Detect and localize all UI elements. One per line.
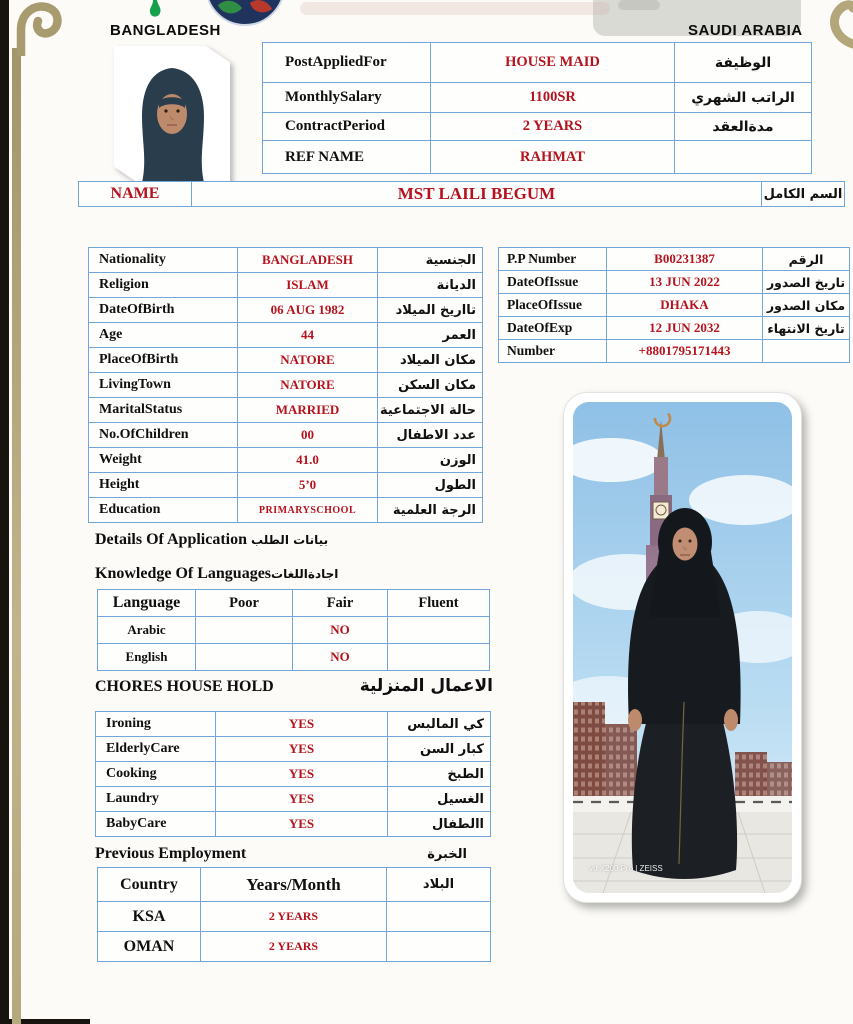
field-label-arabic — [675, 141, 812, 174]
table-row — [499, 340, 850, 363]
chore-value: YES — [216, 787, 388, 812]
section-heading-details-arabic: بيانات الطلب — [251, 533, 329, 547]
employment-table — [97, 867, 491, 962]
flame-logo-icon — [146, 0, 166, 19]
section-heading-employment-arabic: الخبرة — [427, 847, 467, 862]
field-label: PostAppliedFor — [263, 43, 431, 83]
application-table — [262, 42, 812, 174]
chore-label-arabic: الغسيل — [388, 787, 491, 812]
field-value: 06 AUG 1982 — [238, 298, 378, 323]
field-label-arabic: مكان الميلاد — [378, 348, 483, 373]
field-label-arabic: تااريخ الميلاد — [378, 298, 483, 323]
headshot-photo — [114, 46, 230, 183]
chore-value: YES — [216, 737, 388, 762]
table-row — [499, 271, 850, 294]
field-label: P.P Number — [499, 248, 607, 271]
chore-label: BabyCare — [96, 812, 216, 837]
full-name-value: MST LAILI BEGUM — [192, 182, 762, 207]
field-value: 1100SR — [431, 83, 675, 113]
field-label-arabic: تاريخ الصدور — [763, 271, 850, 294]
section-heading-languages-arabic: اجادةاللغات — [271, 567, 339, 581]
field-value: DHAKA — [607, 294, 763, 317]
employment-arabic — [387, 902, 491, 932]
field-label-arabic: العمر — [378, 323, 483, 348]
field-label: PlaceOfIssue — [499, 294, 607, 317]
language-poor-value — [196, 617, 293, 644]
field-label: Nationality — [89, 248, 238, 273]
chore-label: Ironing — [96, 712, 216, 737]
column-header: Poor — [196, 590, 293, 617]
frame-spiral-ornament-icon — [827, 0, 853, 50]
field-label-arabic: الديانة — [378, 273, 483, 298]
country-label-bangladesh: BANGLADESH — [110, 22, 221, 39]
scan-artifact — [300, 2, 610, 15]
table-row — [89, 473, 483, 498]
section-heading-employment: Previous Employment الخبرة — [95, 845, 467, 862]
table-row — [263, 141, 812, 174]
field-label-arabic: مكان الصدور — [763, 294, 850, 317]
field-label: DateOfBirth — [89, 298, 238, 323]
chore-value: YES — [216, 712, 388, 737]
field-value: 12 JUN 2032 — [607, 317, 763, 340]
chore-value: YES — [216, 812, 388, 837]
camera-watermark: vo X200 Pro | ZEISS — [589, 864, 663, 873]
language-fluent-value — [388, 617, 490, 644]
employment-country: OMAN — [98, 932, 201, 962]
field-value: 41.0 — [238, 448, 378, 473]
field-value: RAHMAT — [431, 141, 675, 174]
chore-value: YES — [216, 762, 388, 787]
table-row — [96, 737, 491, 762]
name-label: NAME — [79, 182, 192, 207]
chore-label: Laundry — [96, 787, 216, 812]
table-row — [96, 712, 491, 737]
field-label-arabic: مكان السكن — [378, 373, 483, 398]
field-value: MARRIED — [238, 398, 378, 423]
chore-label-arabic: الطبخ — [388, 762, 491, 787]
chore-label: Cooking — [96, 762, 216, 787]
field-label: Number — [499, 340, 607, 363]
field-label: Education — [89, 498, 238, 523]
field-label: Height — [89, 473, 238, 498]
field-label-arabic: الجنسية — [378, 248, 483, 273]
field-value: 2 YEARS — [431, 113, 675, 141]
name-table — [78, 181, 845, 207]
table-row — [89, 273, 483, 298]
field-label: Religion — [89, 273, 238, 298]
chore-label-arabic: االطفال — [388, 812, 491, 837]
table-header-row — [98, 590, 490, 617]
table-row — [89, 448, 483, 473]
field-label-arabic: تاريخ الانتهاء — [763, 317, 850, 340]
table-row — [89, 398, 483, 423]
field-label-arabic: حالة الاجتماعية — [378, 398, 483, 423]
field-label: MonthlySalary — [263, 83, 431, 113]
field-label: Age — [89, 323, 238, 348]
scan-artifact — [618, 0, 660, 10]
table-row — [98, 644, 490, 671]
field-label-arabic: الراتب الشهري — [675, 83, 812, 113]
table-row — [96, 812, 491, 837]
section-heading-languages: Knowledge Of Languagesاجادةاللغات — [95, 565, 339, 582]
language-fair-value: NO — [293, 644, 388, 671]
employment-duration: 2 YEARS — [201, 902, 387, 932]
field-label: Weight — [89, 448, 238, 473]
column-header: Fair — [293, 590, 388, 617]
field-value: NATORE — [238, 373, 378, 398]
table-row — [98, 902, 491, 932]
field-label: No.OfChildren — [89, 423, 238, 448]
table-row — [89, 348, 483, 373]
table-row — [89, 423, 483, 448]
field-label-arabic: الطول — [378, 473, 483, 498]
field-label-arabic: الرجة العلمية — [378, 498, 483, 523]
field-label: ContractPeriod — [263, 113, 431, 141]
field-label: DateOfExp — [499, 317, 607, 340]
table-row — [89, 373, 483, 398]
field-value: 13 JUN 2022 — [607, 271, 763, 294]
chore-label-arabic: كبار السن — [388, 737, 491, 762]
field-label-arabic: مدةالعقد — [675, 113, 812, 141]
field-label: LivingTown — [89, 373, 238, 398]
field-value: BANGLADESH — [238, 248, 378, 273]
field-label: MaritalStatus — [89, 398, 238, 423]
chores-table — [95, 711, 491, 837]
language-name: Arabic — [98, 617, 196, 644]
scan-edge-left — [0, 0, 9, 1024]
field-label: REF NAME — [263, 141, 431, 174]
field-label-arabic: الرقم — [763, 248, 850, 271]
table-row — [79, 182, 845, 207]
country-label-saudi-arabia: SAUDI ARABIA — [688, 22, 803, 39]
section-heading-details: Details Of Application بيانات الطلب — [95, 531, 329, 548]
employment-arabic — [387, 932, 491, 962]
table-row — [89, 323, 483, 348]
field-value: NATORE — [238, 348, 378, 373]
field-value: ISLAM — [238, 273, 378, 298]
section-heading-chores: CHORES HOUSE HOLD الاعمال المنزلية — [95, 676, 493, 696]
column-header: Fluent — [388, 590, 490, 617]
name-label-arabic: السم الكامل — [762, 182, 845, 207]
frame-spiral-ornament-icon — [5, 0, 67, 56]
field-label-arabic: الوزن — [378, 448, 483, 473]
field-label: PlaceOfBirth — [89, 348, 238, 373]
field-value: 44 — [238, 323, 378, 348]
full-body-photo — [563, 392, 802, 903]
language-fluent-value — [388, 644, 490, 671]
table-row — [98, 932, 491, 962]
language-poor-value — [196, 644, 293, 671]
column-header-duration: Years/Month — [201, 868, 387, 902]
field-label-arabic: الوظيفة — [675, 43, 812, 83]
chore-label: ElderlyCare — [96, 737, 216, 762]
table-row — [98, 617, 490, 644]
field-value: PRIMARYSCHOOL — [238, 498, 378, 523]
table-row — [263, 83, 812, 113]
field-value: +8801795171443 — [607, 340, 763, 363]
table-row — [499, 317, 850, 340]
employment-country: KSA — [98, 902, 201, 932]
table-row — [96, 787, 491, 812]
field-value: HOUSE MAID — [431, 43, 675, 83]
table-row — [263, 113, 812, 141]
passport-details-table — [498, 247, 850, 363]
column-header: Language — [98, 590, 196, 617]
field-value: B00231387 — [607, 248, 763, 271]
table-row — [89, 498, 483, 523]
personal-details-table — [88, 247, 483, 523]
table-row — [263, 43, 812, 83]
section-heading-chores-arabic: الاعمال المنزلية — [359, 676, 493, 696]
language-name: English — [98, 644, 196, 671]
employment-duration: 2 YEARS — [201, 932, 387, 962]
table-row — [499, 248, 850, 271]
table-row — [96, 762, 491, 787]
column-header-arabic: البلاد — [387, 868, 491, 902]
frame-gold-line — [12, 48, 21, 1024]
languages-table — [97, 589, 490, 671]
table-row — [89, 298, 483, 323]
field-value: 00 — [238, 423, 378, 448]
table-header-row — [98, 868, 491, 902]
language-fair-value: NO — [293, 617, 388, 644]
chore-label-arabic: كي المالبس — [388, 712, 491, 737]
table-row — [499, 294, 850, 317]
column-header-country: Country — [98, 868, 201, 902]
field-label-arabic — [763, 340, 850, 363]
field-label-arabic: عدد الاطفال — [378, 423, 483, 448]
field-value: 5’0 — [238, 473, 378, 498]
table-row — [89, 248, 483, 273]
field-label: DateOfIssue — [499, 271, 607, 294]
